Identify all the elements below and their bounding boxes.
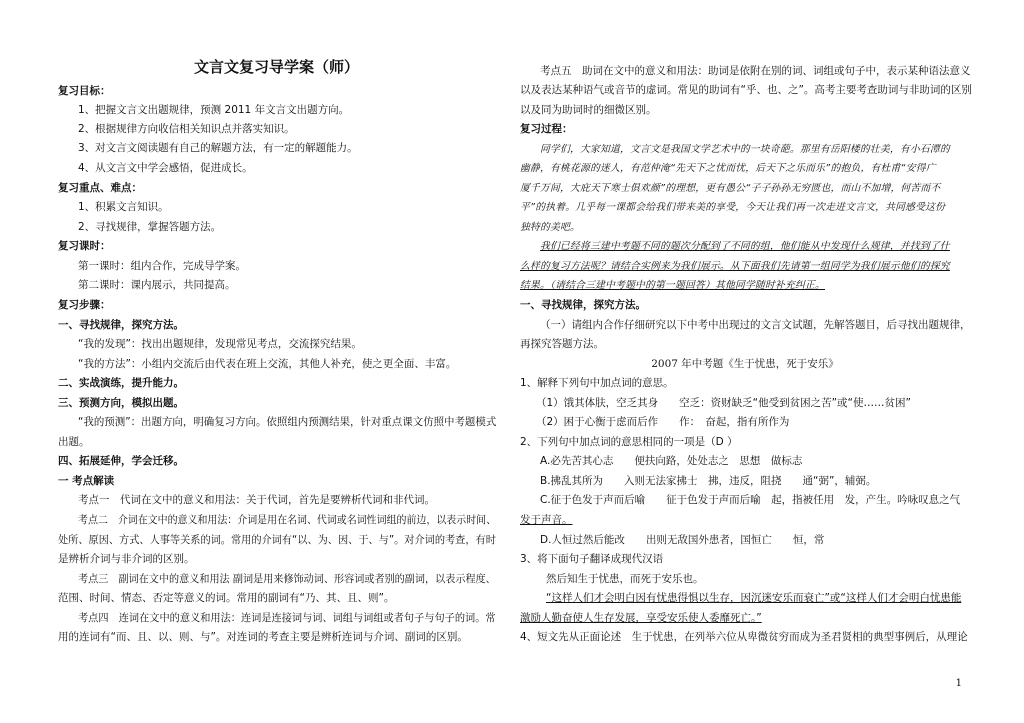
answer-line: “这样人们才会明白因有忧患得惧以生存，因沉迷安乐而衰亡”或“这样人们才会明白忧患能 — [546, 592, 962, 604]
intro-paragraph-line: 结果。（请结合三建中考题中的第一题回答）其他同学随时补充纠正。 — [520, 280, 826, 291]
question-line: 3、将下面句子翻译成现代汉语 — [520, 553, 664, 565]
text-line: 2、寻找规律，掌握答题方法。 — [78, 221, 222, 233]
answer-option: B.拂乱其所为 入则无法家拂士 拂，违反，阻挠 通“弼”，辅弼。 — [540, 475, 877, 487]
answer-option: D.人恒过然后能改 出则无敌国外患者，国恒亡 恒，常 — [540, 534, 825, 546]
intro-paragraph-line: 厦千万间，大庇天下寒士俱欢颜”的理想，更有愚公“子子孙孙无穷匮也，而山不加增，何苦而不 — [520, 183, 941, 194]
section-heading: 一、寻找规律，探究方法。 — [520, 299, 646, 311]
question-line: 1、解释下列句中加点词的意思。 — [520, 377, 674, 389]
text-line: 以及表达某种语气或音节的虚词。常见的助词有“乎、也、之”。高考主要考查助词与非助词的区别 — [520, 84, 972, 96]
text-line: 以及同为助词时的细微区别。 — [520, 104, 657, 116]
text-line: 用的连词有“而、且、以、则、与”。对连词的考查主要是辨析连词与介词、副词的区别。 — [58, 631, 468, 643]
text-line: 考点二 介词在文中的意义和用法：介词是用在名词、代词或名词性词组的前边，以表示时间、 — [78, 514, 497, 526]
intro-paragraph-line: 平”的执着。几乎每一课都会给我们带来美的享受，今天让我们再一次走进文言文，共同感受这份 — [520, 202, 946, 213]
text-line: 是辨析介词与非介词的区别。 — [58, 553, 195, 565]
text-line: （一）请组内合作仔细研究以下中考中出现过的文言文试题，先解答题目，后寻找出题规律， — [540, 319, 971, 331]
text-line: 考点三 副词在文中的意义和用法 副词是用来修饰动词、形容词或者别的副词，以表示程度、 — [78, 573, 496, 585]
section-heading: 一 考点解读 — [58, 475, 115, 487]
intro-paragraph-line: 独特的美吧。 — [520, 222, 580, 233]
answer-option: A.必先苦其心志 便扶向路，处处志之 思想 做标志 — [540, 455, 803, 467]
section-heading: 复习过程： — [520, 123, 573, 135]
question-line: （1）饿其体肤，空乏其身 空乏：资财缺乏“他受到贫困之苦”或“使……贫困” — [536, 397, 911, 409]
answer-line: 激励人勤奋使人生存发展，享受安乐使人委靡死亡。” — [520, 612, 762, 624]
text-line: “我的方法”：小组内交流后由代表在班上交流，其他人补充，使之更全面、丰富。 — [78, 358, 457, 370]
section-heading: 三、预测方向，模拟出题。 — [58, 397, 184, 409]
text-line: 出题。 — [58, 436, 90, 448]
text-line: 3、对文言文阅读题有自己的解题方法，有一定的解题能力。 — [78, 142, 358, 154]
text-line: 1、把握文言文出题规律，预测 2011 年文言文出题方向。 — [78, 104, 350, 116]
text-line: “我的发现”：找出出题规律，发现常见考点，交流探究结果。 — [78, 338, 362, 350]
question-line: （2）困于心衡于虑而后作 作： 奋起，指有所作为 — [536, 416, 790, 428]
page-title: 文言文复习导学案（师） — [194, 58, 360, 76]
text-line: 第一课时：组内合作，完成导学案。 — [78, 260, 246, 272]
exam-title: 2007 年中考题《生于忧患，死于安乐》 — [651, 358, 839, 370]
section-heading: 复习步骤： — [58, 299, 111, 311]
text-line: 处所、原因、方式、人事等关系的词。常用的介词有“以、为、因、于、与”。对介词的考查，有时 — [58, 534, 496, 546]
question-line: 2、下列句中加点词的意思相同的一项是（D ） — [520, 436, 738, 448]
answer-option: C.征于色发于声而后喻 征于色发于声而后喻 起，指被任用 发，产生。吟咏叹息之气 — [540, 494, 961, 506]
section-heading: 四、拓展延伸，学会迁移。 — [58, 455, 184, 467]
text-line: 考点五 助词在文中的意义和用法：助词是依附在别的词、词组或句子中，表示某种语法意义 — [540, 65, 971, 77]
text-line: 考点一 代词在文中的意义和用法：关于代词，首先是要辨析代词和非代词。 — [78, 494, 435, 506]
intro-paragraph-line: 么样的复习方法呢？请结合实例来为我们展示。从下面我们先请第一组同学为我们展示他们的探究 — [520, 261, 950, 272]
section-heading: 复习重点、难点： — [58, 182, 142, 194]
text-line: 范围、时间、情态、否定等意义的词。常用的副词有“乃、其、且、则”。 — [58, 592, 395, 604]
page-number: 1 — [955, 678, 962, 689]
section-heading: 一、寻找规律，探究方法。 — [58, 319, 184, 331]
text-line: 考点四 连词在文中的意义和用法：连词是连接词与词、词组与词组或者句子与句子的词。常 — [78, 612, 496, 624]
text-line: 1、积累文言知识。 — [78, 201, 169, 213]
answer-option: 发于声音。 — [520, 514, 573, 526]
intro-paragraph-line: 同学们，大家知道，文言文是我国文学艺术中的一块奇葩。那里有岳阳楼的壮美，有小石潭的 — [540, 144, 950, 155]
text-line: 2、根据规律方向收信相关知识点并落实知识。 — [78, 123, 295, 135]
intro-paragraph-line: 幽静，有桃花源的迷人，有范仲淹“先天下之忧而忧，后天下之乐而乐”的抱负，有杜甫“安得广 — [520, 163, 936, 174]
text-line: “我的预测”：出题方向，明确复习方向。依照组内预测结果，针对重点课文仿照中考题模式 — [78, 416, 497, 428]
section-heading: 复习课时： — [58, 240, 111, 252]
intro-paragraph-line: 我们已经将三建中考题不同的题次分配到了不同的组，他们能从中发现什么规律，并找到了什 — [540, 241, 950, 252]
section-heading: 复习目标： — [58, 85, 111, 97]
text-line: 再探究答题方法。 — [520, 338, 604, 350]
text-line: 4、从文言文中学会感悟，促进成长。 — [78, 162, 253, 174]
section-heading: 二、实战演练，提升能力。 — [58, 377, 184, 389]
question-line: 然后知生于忧患，而死于安乐也。 — [546, 573, 704, 585]
question-line: 4、短文先从正面论述 生于忧患，在列举六位从卑微贫穷而成为圣君贤相的典型事例后，从理论 — [520, 631, 968, 643]
text-line: 第二课时：课内展示，共同提高。 — [78, 279, 236, 291]
